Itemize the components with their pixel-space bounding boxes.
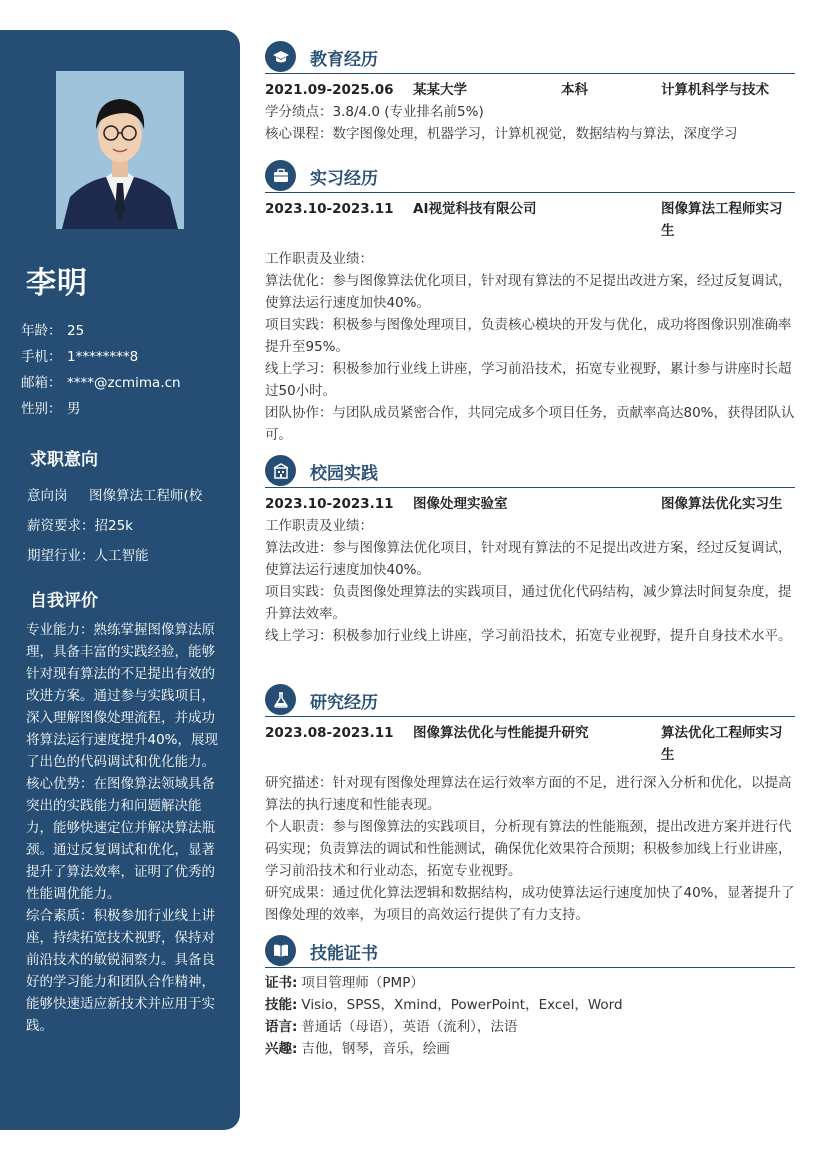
project-name: 图像算法优化与性能提升研究	[413, 725, 589, 741]
intent-salary	[27, 511, 227, 541]
job-role: 算法优化工程师实习生	[661, 725, 783, 763]
skill-label: 语言:	[265, 1019, 298, 1035]
skill-value: 项目管理师（PMP）	[301, 975, 424, 991]
section-header	[265, 454, 795, 488]
self-evaluation	[26, 619, 218, 1037]
book-icon	[265, 935, 296, 966]
section-header	[265, 159, 795, 193]
sidebar	[0, 30, 240, 1130]
section-title: 教育经历	[310, 50, 378, 70]
internship-detail: 项目实践：积极参与图像处理项目，负责核心模块的开发与优化，成功将图像识别准确率提升至95%。	[265, 317, 792, 355]
degree: 本科	[561, 82, 588, 98]
graduation-cap-icon	[265, 41, 296, 72]
skill-row-skills	[265, 994, 795, 1016]
self-eval-paragraph: 核心优势：在图像算法领域具备突出的实践能力和问题解决能力，能够快速定位并解决算法瓶颈。通过反复调试和优化，显著提升了算法效率，证明了优秀的性能调优能力。	[26, 776, 215, 902]
section-title: 研究经历	[310, 693, 378, 713]
self-eval-paragraph: 综合素质：积极参加行业线上讲座，持续拓宽技术视野，保持对前沿技术的敏锐洞察力。具备良好的学习能力和团队合作精神，能够快速适应新技术并应用于实践。	[26, 908, 215, 1034]
info-label: 邮箱：	[21, 375, 62, 391]
skill-row-hobbies	[265, 1038, 795, 1060]
person-portrait-image	[56, 71, 184, 229]
campus-detail: 项目实践：负责图像处理算法的实践项目，通过优化代码结构，减少算法时间复杂度，提升算法效率。	[265, 584, 792, 622]
intent-value: 人工智能	[94, 548, 149, 564]
info-email	[21, 370, 181, 396]
campus-section	[265, 454, 795, 647]
info-label: 年龄：	[21, 323, 62, 339]
entry-date: 2023.08-2023.11	[265, 725, 394, 741]
skills-list	[265, 972, 795, 1060]
candidate-name: 李明	[26, 266, 88, 301]
profile-photo	[56, 71, 184, 229]
skill-label: 兴趣:	[265, 1041, 298, 1057]
self-eval-title: 自我评价	[30, 591, 98, 611]
skill-label: 技能:	[265, 997, 298, 1013]
internship-section	[265, 159, 795, 446]
section-title: 实习经历	[310, 169, 378, 189]
section-header	[265, 934, 795, 968]
skill-value: 普通话（母语），英语（流利），法语	[301, 1019, 518, 1035]
intent-label: 薪资要求：	[27, 518, 95, 534]
skills-section	[265, 934, 795, 1060]
internship-detail: 团队协作：与团队成员紧密合作，共同完成多个项目任务，贡献率高达80%，获得团队认可。	[265, 405, 795, 443]
education-entry-header	[265, 79, 795, 101]
intent-value: 招25k	[94, 518, 133, 534]
campus-detail: 线上学习：积极参加行业线上讲座，学习前沿技术，拓宽专业视野，提升自身技术水平。	[265, 628, 792, 644]
section-title: 校园实践	[310, 464, 378, 484]
job-role: 图像算法工程师实习生	[661, 201, 783, 239]
self-eval-paragraph: 专业能力：熟练掌握图像算法原理，具备丰富的实践经验，能够针对现有算法的不足提出有效的改进方案。通过参与实践项目，深入理解图像处理流程，并成功将算法运行速度提升40%，展现了出色的代码调试和优化能力。	[26, 622, 219, 770]
organization-name: 图像处理实验室	[413, 496, 508, 512]
info-value: 男	[67, 401, 81, 417]
job-intent	[27, 481, 227, 571]
entry-date: 2023.10-2023.11	[265, 496, 394, 512]
research-entry-header	[265, 722, 795, 766]
skill-row-languages	[265, 1016, 795, 1038]
intent-value: 图像算法工程师(校	[89, 488, 203, 504]
research-detail: 个人职责：参与图像算法的实践项目，分析现有算法的性能瓶颈，提出改进方案并进行代码实现；负责算法的调试和性能测试，确保优化效果符合预期；积极参加线上行业讲座，学习前沿技术和行业动态，拓宽专业视野。	[265, 819, 792, 879]
info-value: 25	[67, 323, 85, 339]
research-detail: 研究描述：针对现有图像处理算法在运行效率方面的不足，进行深入分析和优化，以提高算法的执行速度和性能表现。	[265, 775, 792, 813]
info-value: ****@zcmima.cn	[67, 375, 181, 391]
info-age	[21, 318, 181, 344]
internship-detail: 算法优化：参与图像算法优化项目，针对现有算法的不足提出改进方案，经过反复调试，使算法运行速度加快40%。	[265, 273, 792, 311]
intent-position	[27, 481, 227, 511]
flask-icon	[265, 684, 296, 715]
education-detail: 学分绩点：3.8/4.0 (专业排名前5%)	[265, 104, 484, 120]
company-name: AI视觉科技有限公司	[413, 201, 537, 217]
entry-date: 2023.10-2023.11	[265, 201, 394, 217]
internship-detail: 线上学习：积极参加行业线上讲座，学习前沿技术，拓宽专业视野，累计参与讲座时长超过50小时。	[265, 361, 792, 399]
intent-industry	[27, 541, 227, 571]
info-phone	[21, 344, 181, 370]
intent-title: 求职意向	[30, 450, 98, 470]
intent-label: 意向岗	[27, 488, 68, 504]
internship-entry-header	[265, 198, 795, 242]
internship-detail: 工作职责及业绩：	[265, 251, 373, 267]
major: 计算机科学与技术	[661, 82, 769, 98]
campus-detail: 算法改进：参与图像算法优化项目，针对现有算法的不足提出改进方案，经过反复调试，使算法运行速度加快40%。	[265, 540, 792, 578]
campus-detail: 工作职责及业绩：	[265, 518, 373, 534]
section-header	[265, 683, 795, 717]
entry-date: 2021.09-2025.06	[265, 82, 394, 98]
info-label: 性别：	[21, 401, 62, 417]
info-gender	[21, 396, 181, 422]
education-section	[265, 40, 795, 145]
section-title: 技能证书	[310, 944, 378, 964]
research-detail: 研究成果：通过优化算法逻辑和数据结构，成功使算法运行速度加快了40%，显著提升了图像处理的效率，为项目的高效运行提供了有力支持。	[265, 885, 795, 923]
skill-value: Visio，SPSS，Xmind，PowerPoint，Excel，Word	[301, 997, 623, 1013]
info-label: 手机：	[21, 349, 62, 365]
skill-value: 吉他，钢琴，音乐，绘画	[301, 1041, 450, 1057]
intent-label: 期望行业：	[27, 548, 95, 564]
building-icon	[265, 455, 296, 486]
campus-entry-header	[265, 493, 795, 515]
section-header	[265, 40, 795, 74]
briefcase-icon	[265, 160, 296, 191]
school-name: 某某大学	[413, 82, 467, 98]
skill-label: 证书:	[265, 975, 298, 991]
education-detail: 核心课程：数字图像处理，机器学习，计算机视觉，数据结构与算法，深度学习	[265, 126, 738, 142]
info-value: 1********8	[67, 349, 139, 365]
research-section	[265, 683, 795, 926]
skill-row-certificate	[265, 972, 795, 994]
basic-info	[21, 318, 181, 422]
job-role: 图像算法优化实习生	[661, 496, 783, 512]
